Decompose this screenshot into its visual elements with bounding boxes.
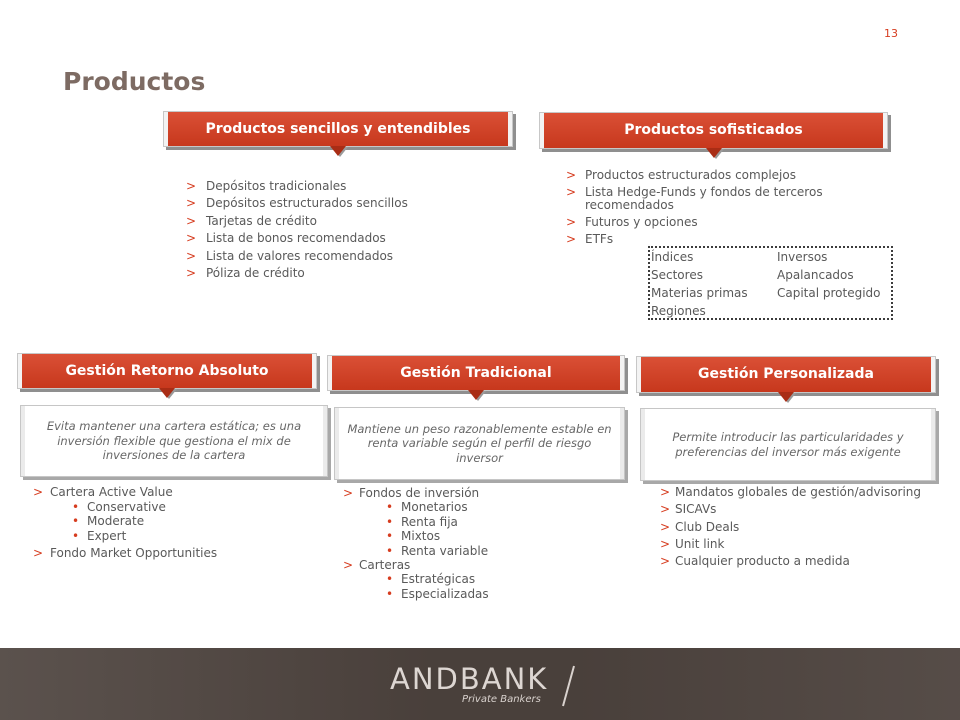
arrow-marker-icon: > bbox=[660, 485, 671, 499]
description-text: Evita mantener una cartera estática; es una inversión flexible que gestiona el mix de inversiones de la cartera bbox=[46, 419, 302, 463]
sub-list-item-label: Especializadas bbox=[401, 586, 489, 601]
banner-simple-products bbox=[164, 112, 512, 146]
banner-label: Gestión Retorno Absoluto bbox=[18, 354, 316, 388]
list-item-label: Lista Hedge-Funds y fondos de terceros recomendados bbox=[585, 185, 823, 212]
table-cell: Regiones bbox=[651, 304, 706, 318]
list-item-label: Tarjetas de crédito bbox=[206, 213, 317, 228]
bullet-icon: • bbox=[72, 528, 80, 543]
list-item-label: Lista de bonos recomendados bbox=[206, 231, 386, 246]
description-box-personalized bbox=[640, 408, 936, 481]
sub-list-item-label: Renta fija bbox=[401, 514, 458, 529]
list-item-label: Depósitos estructurados sencillos bbox=[206, 196, 408, 211]
banner-pointer-icon bbox=[330, 146, 346, 156]
table-cell: Apalancados bbox=[777, 268, 854, 282]
etf-types-table bbox=[648, 246, 893, 320]
arrow-marker-icon: > bbox=[566, 168, 577, 182]
banner-pointer-icon bbox=[778, 392, 794, 402]
arrow-marker-icon: > bbox=[566, 232, 577, 246]
table-cell: Sectores bbox=[651, 268, 703, 282]
list-item bbox=[660, 484, 921, 501]
list-item-label: Productos estructurados complejos bbox=[585, 168, 796, 182]
sub-list-item bbox=[72, 529, 217, 544]
sub-list bbox=[343, 500, 489, 558]
bullet-icon: • bbox=[386, 572, 394, 587]
banner-traditional bbox=[328, 356, 624, 390]
list-item bbox=[33, 485, 217, 500]
list-item-label: Unit link bbox=[675, 536, 725, 551]
list-item-label: Depósitos tradicionales bbox=[206, 179, 347, 193]
sub-list-item-label: Moderate bbox=[87, 514, 145, 528]
list-item-label: Club Deals bbox=[675, 519, 740, 534]
bullet-icon: • bbox=[386, 514, 394, 529]
list-item bbox=[343, 558, 489, 572]
arrow-marker-icon: > bbox=[33, 545, 44, 560]
arrow-marker-icon: > bbox=[660, 554, 671, 568]
arrow-marker-icon: > bbox=[660, 519, 671, 534]
list-item bbox=[660, 519, 921, 536]
list-item bbox=[660, 553, 921, 570]
banner-absolute-return bbox=[18, 354, 316, 388]
sub-list-item bbox=[72, 514, 217, 529]
arrow-marker-icon: > bbox=[186, 248, 197, 263]
list-item-label: Carteras bbox=[359, 558, 411, 573]
list-absolute-return bbox=[33, 485, 217, 560]
list-simple-products bbox=[186, 178, 408, 282]
banner-pointer-icon bbox=[159, 388, 175, 398]
list-item-label: ETFs bbox=[585, 232, 614, 246]
list-item bbox=[343, 486, 489, 500]
sub-list-item bbox=[386, 587, 489, 601]
banner-label: Gestión Tradicional bbox=[328, 356, 624, 390]
arrow-marker-icon: > bbox=[186, 266, 197, 281]
banner-pointer-icon bbox=[706, 148, 722, 158]
list-item bbox=[660, 501, 921, 518]
arrow-marker-icon: > bbox=[343, 486, 354, 500]
bullet-icon: • bbox=[386, 500, 394, 515]
sub-list-item bbox=[386, 500, 489, 514]
sub-list-item-label: Renta variable bbox=[401, 543, 489, 558]
arrow-marker-icon: > bbox=[566, 185, 577, 199]
list-item-label: Póliza de crédito bbox=[206, 266, 305, 281]
arrow-marker-icon: > bbox=[566, 215, 577, 229]
list-item bbox=[566, 169, 876, 182]
page-number: 13 bbox=[884, 27, 898, 40]
list-item bbox=[566, 186, 876, 212]
arrow-marker-icon: > bbox=[186, 213, 197, 228]
table-cell: Materias primas bbox=[651, 286, 748, 300]
banner-label: Productos sofisticados bbox=[540, 113, 887, 148]
banner-label: Productos sencillos y entendibles bbox=[164, 112, 512, 146]
page-title: Productos bbox=[63, 67, 206, 96]
sub-list-item-label: Expert bbox=[87, 528, 127, 543]
list-item-label: Futuros y opciones bbox=[585, 215, 698, 229]
description-box-traditional bbox=[334, 407, 625, 480]
arrow-marker-icon: > bbox=[660, 502, 671, 517]
list-item bbox=[186, 213, 408, 230]
banner-personalized bbox=[637, 357, 935, 392]
list-traditional bbox=[343, 486, 489, 601]
bullet-icon: • bbox=[72, 499, 80, 514]
sub-list-item bbox=[386, 515, 489, 529]
brand-name: ANDBANK bbox=[390, 662, 549, 696]
sub-list-item-label: Conservative bbox=[87, 499, 166, 514]
sub-list bbox=[33, 500, 217, 544]
arrow-marker-icon: > bbox=[343, 558, 354, 573]
banner-label: Gestión Personalizada bbox=[637, 357, 935, 392]
list-item bbox=[186, 265, 408, 282]
sub-list-item-label: Estratégicas bbox=[401, 572, 476, 587]
list-item-label: Lista de valores recomendados bbox=[206, 248, 394, 263]
list-item bbox=[186, 195, 408, 212]
description-text: Permite introducir las particularidades y preferencias del inversor más exigente bbox=[672, 430, 904, 459]
sub-list-item bbox=[386, 544, 489, 558]
list-item bbox=[566, 233, 876, 246]
list-item-label: Cualquier producto a medida bbox=[675, 554, 850, 568]
description-box-absolute-return bbox=[20, 405, 328, 477]
list-item bbox=[566, 216, 876, 229]
list-item-label: Mandatos globales de gestión/advisoring bbox=[675, 485, 922, 499]
list-item-label: Cartera Active Value bbox=[50, 485, 173, 499]
brand-tagline: Private Bankers bbox=[462, 694, 541, 705]
sub-list bbox=[343, 572, 489, 601]
list-sophisticated-products bbox=[566, 169, 876, 250]
list-item bbox=[660, 536, 921, 553]
arrow-marker-icon: > bbox=[33, 485, 44, 499]
bullet-icon: • bbox=[386, 529, 394, 544]
list-item bbox=[33, 546, 217, 561]
list-item-label: SICAVs bbox=[675, 502, 717, 517]
footer bbox=[0, 648, 960, 720]
arrow-marker-icon: > bbox=[660, 536, 671, 551]
list-item bbox=[186, 178, 408, 195]
list-item bbox=[186, 248, 408, 265]
sub-list-item-label: Mixtos bbox=[401, 529, 441, 544]
table-cell: Índices bbox=[651, 250, 694, 264]
list-item-label: Fondo Market Opportunities bbox=[50, 545, 218, 560]
sub-list-item bbox=[72, 500, 217, 515]
logo-slash-icon bbox=[556, 664, 580, 712]
description-text: Mantiene un peso razonablemente estable en renta variable según el perfil de riesgo inversor bbox=[347, 421, 612, 465]
sub-list-item bbox=[386, 529, 489, 543]
banner-pointer-icon bbox=[468, 390, 484, 400]
arrow-marker-icon: > bbox=[186, 231, 197, 246]
sub-list-item bbox=[386, 572, 489, 586]
bullet-icon: • bbox=[72, 514, 80, 528]
table-cell: Capital protegido bbox=[777, 286, 881, 300]
sub-list-item-label: Monetarios bbox=[401, 500, 468, 515]
banner-sophisticated-products bbox=[540, 113, 887, 148]
arrow-marker-icon: > bbox=[186, 196, 197, 211]
bullet-icon: • bbox=[386, 543, 394, 558]
list-item bbox=[186, 230, 408, 247]
bullet-icon: • bbox=[386, 586, 394, 601]
list-personalized bbox=[660, 484, 921, 570]
arrow-marker-icon: > bbox=[186, 179, 197, 193]
table-cell: Inversos bbox=[777, 250, 828, 264]
list-item-label: Fondos de inversión bbox=[359, 486, 480, 500]
